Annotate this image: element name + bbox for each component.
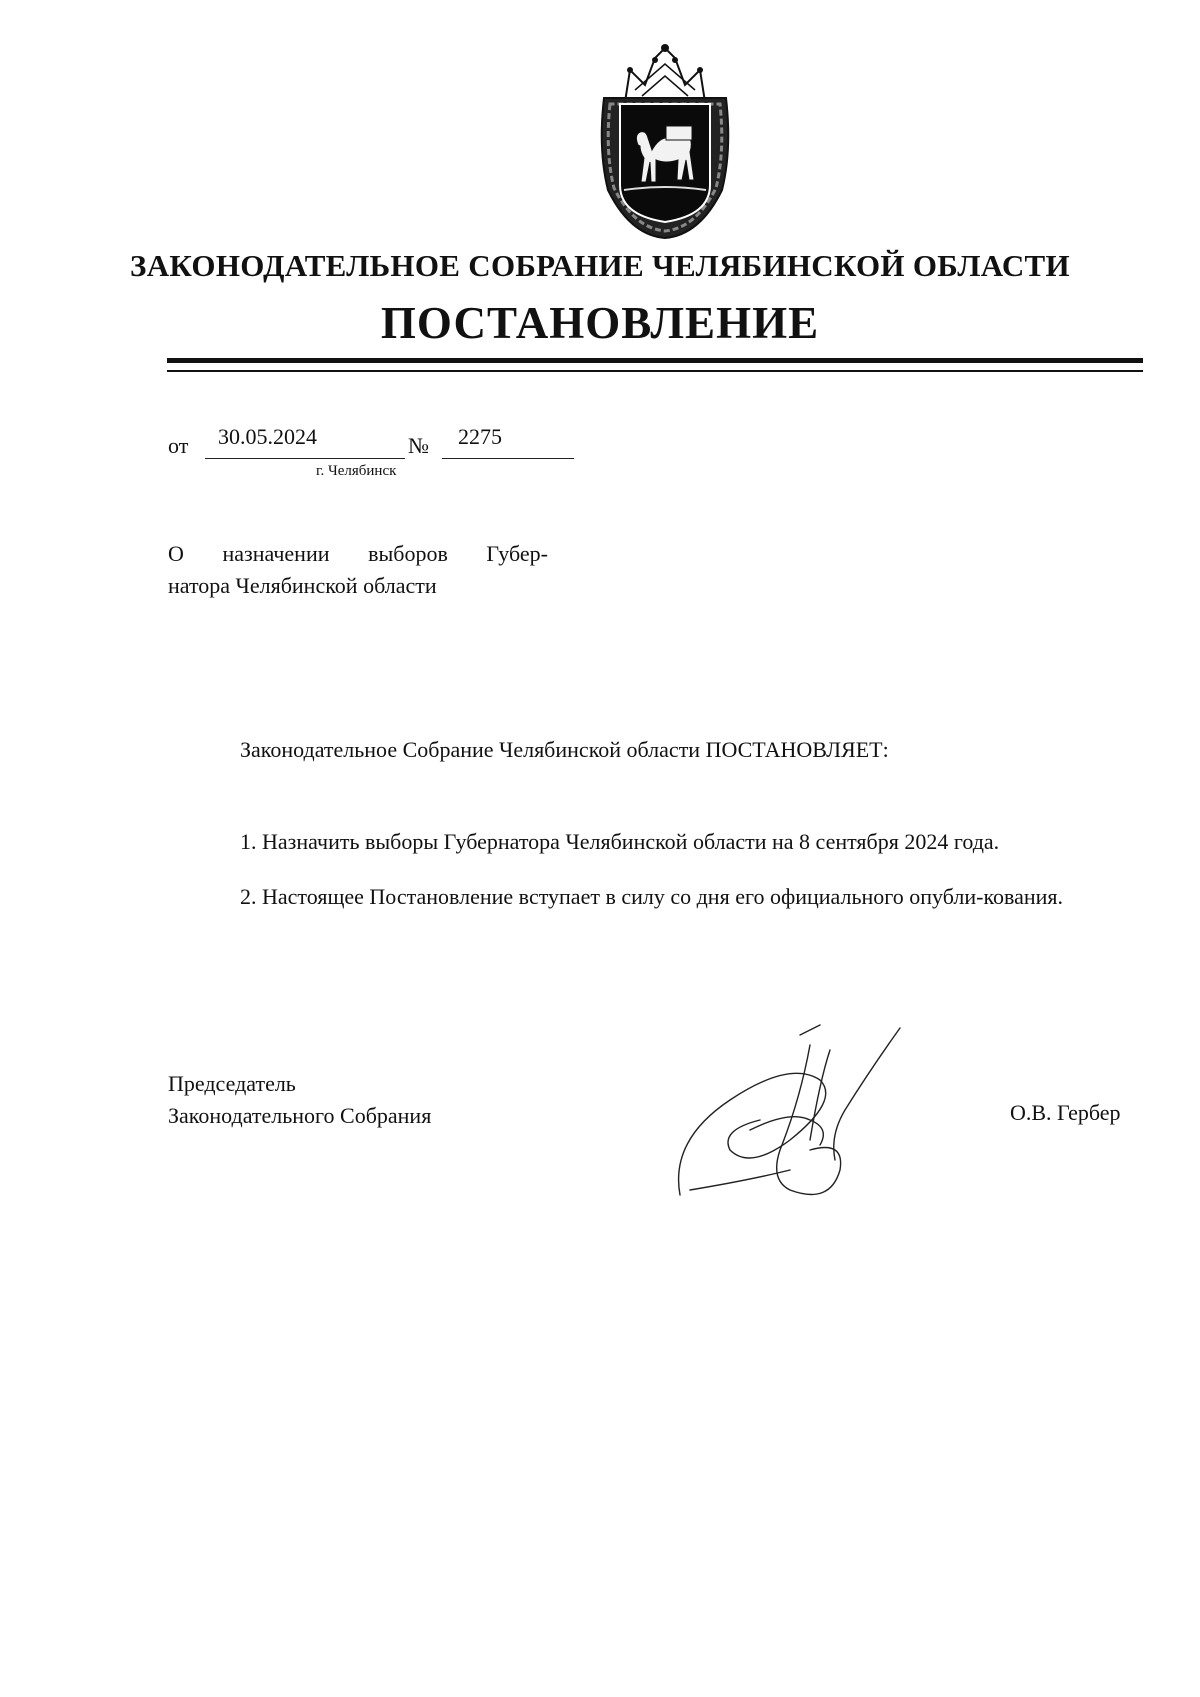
document-date: 30.05.2024 xyxy=(218,424,317,449)
subject-line-2: натора Челябинской области xyxy=(168,573,437,598)
resolution-item-1: 1. Назначить выборы Губернатора Челябинской области на 8 сентября 2024 года. xyxy=(240,829,1000,854)
date-prefix: от xyxy=(168,433,189,458)
preamble-text: Законодательное Собрание Челябинской области ПОСТАНОВЛЯЕТ: xyxy=(240,737,889,762)
document-number: 2275 xyxy=(458,424,502,449)
handwritten-signature xyxy=(670,1020,950,1210)
signatory-name: О.В. Гербер xyxy=(1010,1100,1121,1125)
date-underline xyxy=(205,458,405,459)
header-rule-thin xyxy=(167,370,1143,372)
resolution-item-2: 2. Настоящее Постановление вступает в силу со дня его официального опубли-кования. xyxy=(240,884,1064,909)
signatory-title xyxy=(168,1068,431,1132)
subject-line-1: О назначении выборов Губер- xyxy=(168,541,548,566)
coat-of-arms-icon xyxy=(590,40,740,240)
number-sign: № xyxy=(408,433,429,458)
number-underline xyxy=(442,458,574,459)
document-type: ПОСТАНОВЛЕНИЕ xyxy=(380,298,820,348)
city-label: г. Челябинск xyxy=(316,463,397,479)
header-rule-thick xyxy=(167,358,1143,363)
signatory-title-line-2: Законодательного Собрания xyxy=(168,1103,432,1128)
document-subject xyxy=(168,538,548,602)
signatory-title-line-1: Председатель xyxy=(168,1071,296,1096)
organization-title: ЗАКОНОДАТЕЛЬНОЕ СОБРАНИЕ ЧЕЛЯБИНСКОЙ ОБЛАСТИ xyxy=(130,248,1070,283)
